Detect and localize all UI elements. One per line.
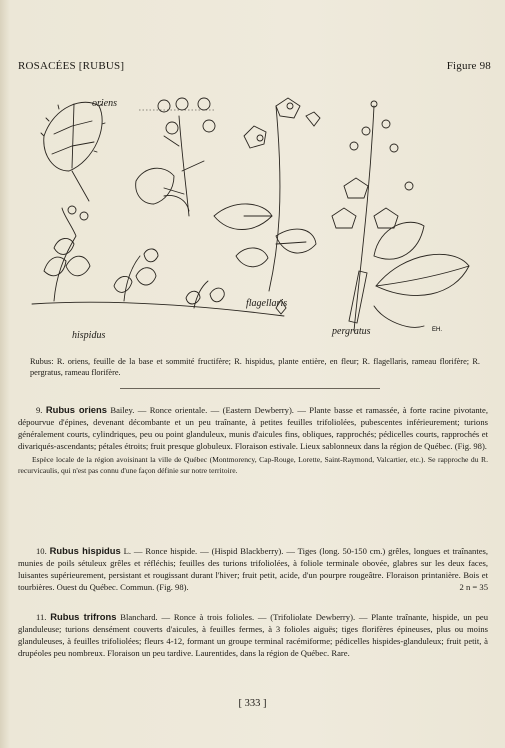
entry-body: L. — Ronce hispide. — (Hispid Blackberry). — Tiges (long. 50-150 cm.) grêles, longues et traînantes, munies de poils sétuleux grêles et réfléchis; feuilles des turions trifoliolées, à foliole terminale obovée, glabres sur les deux faces, luisantes supérieurement, persistant et rougissant durant l'hiver; fruit petit, acide, d'un pourpre rougeâtre. Floraison printanière. Bois et tourbières. Ouest du Québec. Commun. (Fig. 98).: [18, 546, 489, 592]
entry-body: Blanchard. — Ronce à trois folioles. — (Trifoliolate Dewberry). — Plante traînante, hispide, un peu glanduleuse; turions densément couverts d'aicules, à feuilles fermes, à 3 folioles aiguës; tiges florifères épineuses, plus ou moins glanduleuses, à feuilles trifoliolées; fleurs 4-12, formant un groupe terminal racémiforme; pédicelles hispides-glanduleux; fruit petit, à drupéoles peu nombreux. Floraison un peu tardive. Laurentides, dans la région de Québec. Rare.: [18, 612, 488, 658]
species-name: Rubus hispidus: [49, 545, 121, 556]
entry-number: 11.: [36, 612, 47, 622]
entry-note: Espèce locale de la région avoisinant la ville de Québec (Montmorency, Cap-Rouge, Lorette, Saint-Raymond, Valcartier, etc.). Se rapproche du R. recurvicaulis, qui n'est pas connu d'une façon définie sur notre territoire.: [18, 455, 488, 475]
artist-signature: EH.: [432, 327, 443, 333]
species-name: Rubus oriens: [45, 404, 107, 415]
entry-body: Bailey. — Ronce orientale. — (Eastern Dewberry). — Plante basse et ramassée, à forte racine pivotante, dépourvue d'épines, devenant décombante et un peu traînante, à petites feuilles trifoliolées, pubescentes inférieurement; turions généralement courts, cylindriques, peu ou point glanduleux, munis d'aicules fins, obliques, rapprochés; pédicelles courts, rapprochés et divariqués-ascendants; pétales étroits; fruit presque globuleux. Floraison estivale. Lieux sablonneux dans la région de Québec. (Fig. 98).: [18, 405, 488, 451]
oriens-leaf-drawing: [41, 102, 105, 201]
entry-number: 9.: [36, 405, 43, 415]
section-title: ROSACÉES [RUBUS]: [18, 60, 125, 72]
entry-number: 10.: [36, 546, 47, 556]
figure-caption: Rubus: R. oriens, feuille de la base et sommité fructifère; R. hispidus, plante entière, en fleur; R. flagellaris, rameau florifère; R. pergratus, rameau florifère.: [30, 357, 480, 377]
oriens-fruit-drawing: [136, 98, 215, 216]
label-pergratus: pergratus: [332, 326, 371, 337]
botanical-plate: [14, 76, 490, 348]
flagellaris-branch-drawing: [214, 98, 320, 291]
species-entry-trifrons: [18, 611, 488, 659]
chromosome-count: 2 n = 35: [459, 582, 488, 592]
label-flagellaris: flagellaris: [246, 298, 288, 309]
figure-number: Figure 98: [446, 60, 491, 72]
divider-rule: [120, 388, 380, 389]
species-name: Rubus trifrons: [50, 611, 117, 622]
label-hispidus: hispidus: [72, 330, 106, 341]
page-number: [ 333 ]: [238, 698, 267, 709]
species-entry-hispidus: [18, 545, 488, 593]
pergratus-branch-drawing: [332, 101, 469, 331]
species-entry-oriens: [18, 404, 488, 476]
label-oriens: oriens: [92, 98, 117, 109]
